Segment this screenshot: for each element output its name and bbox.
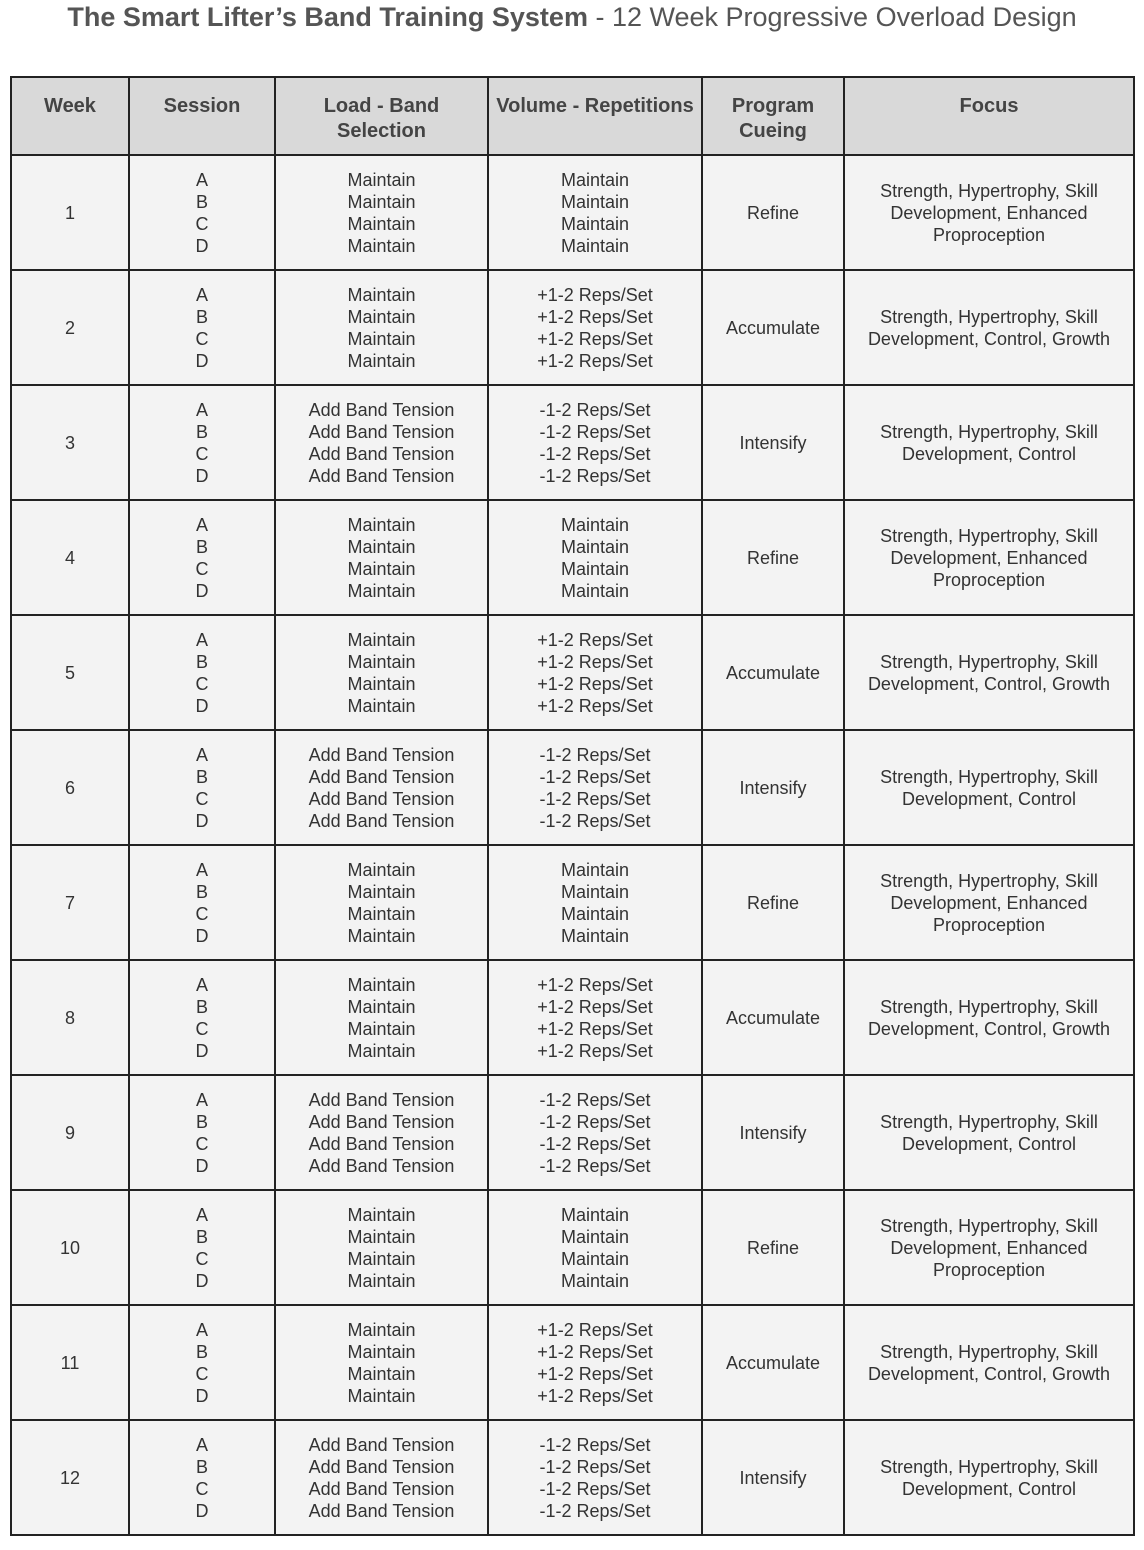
- focus-cell: Strength, Hypertrophy, Skill Development, Enhanced Proproception: [844, 1190, 1134, 1305]
- cueing-cell: Intensify: [702, 730, 844, 845]
- volume-cell-line: Maintain: [560, 1226, 630, 1247]
- volume-cell: [488, 615, 702, 730]
- load-cell: [275, 270, 488, 385]
- table-row: [11, 155, 1134, 270]
- week-cell: 12: [11, 1420, 129, 1535]
- volume-cell-line: Maintain: [560, 191, 630, 212]
- table-header-row: [11, 77, 1134, 155]
- volume-cell-line: +1-2 Reps/Set: [537, 328, 653, 349]
- volume-cell: [488, 1420, 702, 1535]
- load-cell-line: Add Band Tension: [308, 810, 455, 831]
- volume-cell: [488, 1075, 702, 1190]
- load-cell-line: Add Band Tension: [308, 788, 455, 809]
- load-cell: [275, 1305, 488, 1420]
- load-cell-line: Maintain: [347, 1040, 416, 1061]
- session-cell-line: C: [195, 328, 209, 349]
- volume-cell-line: +1-2 Reps/Set: [537, 651, 653, 672]
- session-cell-line: D: [195, 235, 209, 256]
- focus-cell: Strength, Hypertrophy, Skill Development, Control, Growth: [844, 1305, 1134, 1420]
- session-cell: [129, 1190, 275, 1305]
- focus-cell: Strength, Hypertrophy, Skill Development, Control, Growth: [844, 615, 1134, 730]
- load-cell: [275, 960, 488, 1075]
- load-cell-line: Add Band Tension: [308, 421, 455, 442]
- load-cell-line: Add Band Tension: [308, 465, 455, 486]
- session-cell-line: C: [195, 1018, 209, 1039]
- focus-cell: Strength, Hypertrophy, Skill Development, Control: [844, 730, 1134, 845]
- volume-cell: [488, 385, 702, 500]
- session-cell: [129, 730, 275, 845]
- session-cell-line: A: [195, 1434, 208, 1455]
- session-cell-line: B: [195, 191, 208, 212]
- volume-cell-line: +1-2 Reps/Set: [537, 284, 653, 305]
- focus-cell: Strength, Hypertrophy, Skill Development, Control: [844, 385, 1134, 500]
- volume-cell-line: -1-2 Reps/Set: [539, 1133, 651, 1154]
- load-cell-line: Add Band Tension: [308, 1133, 455, 1154]
- load-cell-line: Maintain: [347, 514, 416, 535]
- session-cell-line: B: [195, 651, 208, 672]
- volume-cell-line: +1-2 Reps/Set: [537, 996, 653, 1017]
- session-cell: [129, 845, 275, 960]
- load-cell-line: Maintain: [347, 328, 416, 349]
- cueing-cell: Intensify: [702, 385, 844, 500]
- session-cell-line: C: [195, 1363, 209, 1384]
- volume-cell: [488, 845, 702, 960]
- volume-cell-line: -1-2 Reps/Set: [539, 421, 651, 442]
- volume-cell-line: Maintain: [560, 514, 630, 535]
- focus-cell: Strength, Hypertrophy, Skill Development, Control, Growth: [844, 960, 1134, 1075]
- volume-cell-line: -1-2 Reps/Set: [539, 1111, 651, 1132]
- cueing-cell: Refine: [702, 155, 844, 270]
- session-cell-line: A: [195, 1089, 208, 1110]
- title-subtitle: - 12 Week Progressive Overload Design: [587, 2, 1077, 32]
- focus-cell: Strength, Hypertrophy, Skill Development, Enhanced Proproception: [844, 845, 1134, 960]
- session-cell-line: B: [195, 996, 208, 1017]
- session-cell-line: C: [195, 558, 209, 579]
- volume-cell: [488, 730, 702, 845]
- session-cell-line: D: [195, 1500, 209, 1521]
- session-cell-line: D: [195, 810, 209, 831]
- volume-cell-line: +1-2 Reps/Set: [537, 1363, 653, 1384]
- load-cell-line: Maintain: [347, 881, 416, 902]
- load-cell-line: Add Band Tension: [308, 1478, 455, 1499]
- load-cell-line: Add Band Tension: [308, 1434, 455, 1455]
- volume-cell-line: Maintain: [560, 558, 630, 579]
- load-cell-line: Maintain: [347, 673, 416, 694]
- load-cell-line: Add Band Tension: [308, 399, 455, 420]
- session-cell-line: B: [195, 421, 208, 442]
- load-cell: [275, 385, 488, 500]
- cueing-cell: Accumulate: [702, 960, 844, 1075]
- cueing-cell: Refine: [702, 500, 844, 615]
- load-cell-line: Maintain: [347, 974, 416, 995]
- load-cell-line: Add Band Tension: [308, 744, 455, 765]
- volume-cell-line: -1-2 Reps/Set: [539, 1089, 651, 1110]
- table-row: [11, 1075, 1134, 1190]
- focus-cell: Strength, Hypertrophy, Skill Development, Control: [844, 1075, 1134, 1190]
- load-cell-line: Add Band Tension: [308, 1155, 455, 1176]
- cueing-cell: Accumulate: [702, 270, 844, 385]
- load-cell-line: Maintain: [347, 629, 416, 650]
- focus-cell: Strength, Hypertrophy, Skill Development, Enhanced Proproception: [844, 500, 1134, 615]
- focus-cell: Strength, Hypertrophy, Skill Development, Control, Growth: [844, 270, 1134, 385]
- load-cell-line: Maintain: [347, 1341, 416, 1362]
- session-cell-line: D: [195, 1155, 209, 1176]
- session-cell-line: C: [195, 673, 209, 694]
- volume-cell-line: +1-2 Reps/Set: [537, 1385, 653, 1406]
- session-cell: [129, 1305, 275, 1420]
- load-cell-line: Maintain: [347, 925, 416, 946]
- session-cell-line: D: [195, 465, 209, 486]
- volume-cell-line: -1-2 Reps/Set: [539, 1478, 651, 1499]
- load-cell-line: Maintain: [347, 1385, 416, 1406]
- table-row: [11, 500, 1134, 615]
- training-plan-table: [10, 76, 1135, 1536]
- header-focus: Focus: [844, 77, 1134, 155]
- week-cell: 2: [11, 270, 129, 385]
- load-cell: [275, 730, 488, 845]
- load-cell: [275, 845, 488, 960]
- volume-cell-line: -1-2 Reps/Set: [539, 744, 651, 765]
- load-cell-line: Maintain: [347, 169, 416, 190]
- load-cell-line: Maintain: [347, 1363, 416, 1384]
- load-cell-line: Maintain: [347, 1226, 416, 1247]
- session-cell-line: D: [195, 1270, 209, 1291]
- table-row: [11, 615, 1134, 730]
- session-cell-line: C: [195, 1478, 209, 1499]
- session-cell-line: D: [195, 695, 209, 716]
- session-cell-line: A: [195, 1319, 208, 1340]
- session-cell-line: A: [195, 629, 208, 650]
- session-cell-line: D: [195, 580, 209, 601]
- table-row: [11, 960, 1134, 1075]
- table-row: [11, 730, 1134, 845]
- load-cell-line: Maintain: [347, 1319, 416, 1340]
- session-cell-line: A: [195, 399, 208, 420]
- volume-cell: [488, 155, 702, 270]
- table-body: [11, 155, 1134, 1535]
- load-cell-line: Add Band Tension: [308, 766, 455, 787]
- session-cell-line: D: [195, 1040, 209, 1061]
- session-cell-line: B: [195, 306, 208, 327]
- volume-cell-line: -1-2 Reps/Set: [539, 1434, 651, 1455]
- session-cell: [129, 1075, 275, 1190]
- load-cell: [275, 500, 488, 615]
- load-cell-line: Maintain: [347, 1270, 416, 1291]
- volume-cell-line: Maintain: [560, 235, 630, 256]
- volume-cell-line: -1-2 Reps/Set: [539, 443, 651, 464]
- load-cell-line: Maintain: [347, 651, 416, 672]
- session-cell-line: C: [195, 213, 209, 234]
- session-cell-line: B: [195, 1226, 208, 1247]
- session-cell-line: A: [195, 514, 208, 535]
- session-cell-line: C: [195, 903, 209, 924]
- session-cell-line: D: [195, 350, 209, 371]
- load-cell: [275, 155, 488, 270]
- session-cell-line: B: [195, 1111, 208, 1132]
- session-cell-line: A: [195, 974, 208, 995]
- load-cell-line: Add Band Tension: [308, 1111, 455, 1132]
- load-cell: [275, 1420, 488, 1535]
- session-cell-line: D: [195, 1385, 209, 1406]
- volume-cell-line: Maintain: [560, 925, 630, 946]
- load-cell: [275, 1075, 488, 1190]
- cueing-cell: Accumulate: [702, 615, 844, 730]
- focus-cell: Strength, Hypertrophy, Skill Development, Control: [844, 1420, 1134, 1535]
- table-row: [11, 1305, 1134, 1420]
- session-cell: [129, 155, 275, 270]
- session-cell-line: C: [195, 788, 209, 809]
- week-cell: 11: [11, 1305, 129, 1420]
- volume-cell-line: -1-2 Reps/Set: [539, 766, 651, 787]
- cueing-cell: Refine: [702, 1190, 844, 1305]
- volume-cell-line: +1-2 Reps/Set: [537, 974, 653, 995]
- load-cell-line: Maintain: [347, 306, 416, 327]
- load-cell-line: Maintain: [347, 536, 416, 557]
- week-cell: 7: [11, 845, 129, 960]
- volume-cell-line: Maintain: [560, 859, 630, 880]
- volume-cell-line: +1-2 Reps/Set: [537, 350, 653, 371]
- volume-cell-line: -1-2 Reps/Set: [539, 788, 651, 809]
- volume-cell-line: Maintain: [560, 169, 630, 190]
- volume-cell-line: +1-2 Reps/Set: [537, 306, 653, 327]
- session-cell-line: B: [195, 1341, 208, 1362]
- session-cell: [129, 1420, 275, 1535]
- load-cell-line: Maintain: [347, 695, 416, 716]
- cueing-cell: Intensify: [702, 1420, 844, 1535]
- volume-cell-line: Maintain: [560, 1248, 630, 1269]
- session-cell-line: C: [195, 1133, 209, 1154]
- load-cell-line: Add Band Tension: [308, 443, 455, 464]
- session-cell-line: C: [195, 1248, 209, 1269]
- load-cell-line: Maintain: [347, 580, 416, 601]
- session-cell-line: B: [195, 536, 208, 557]
- week-cell: 3: [11, 385, 129, 500]
- cueing-cell: Refine: [702, 845, 844, 960]
- session-cell: [129, 385, 275, 500]
- header-volume: Volume - Repetitions: [488, 77, 702, 155]
- volume-cell-line: -1-2 Reps/Set: [539, 1155, 651, 1176]
- week-cell: 10: [11, 1190, 129, 1305]
- focus-cell: Strength, Hypertrophy, Skill Development, Enhanced Proproception: [844, 155, 1134, 270]
- header-session: Session: [129, 77, 275, 155]
- header-week: Week: [11, 77, 129, 155]
- week-cell: 6: [11, 730, 129, 845]
- load-cell-line: Maintain: [347, 213, 416, 234]
- week-cell: 1: [11, 155, 129, 270]
- week-cell: 8: [11, 960, 129, 1075]
- load-cell-line: Add Band Tension: [308, 1089, 455, 1110]
- load-cell-line: Maintain: [347, 191, 416, 212]
- session-cell-line: A: [195, 284, 208, 305]
- week-cell: 5: [11, 615, 129, 730]
- volume-cell-line: Maintain: [560, 213, 630, 234]
- volume-cell-line: Maintain: [560, 536, 630, 557]
- load-cell: [275, 615, 488, 730]
- table-row: [11, 385, 1134, 500]
- session-cell-line: A: [195, 744, 208, 765]
- session-cell-line: B: [195, 766, 208, 787]
- session-cell-line: A: [195, 1204, 208, 1225]
- session-cell-line: B: [195, 881, 208, 902]
- volume-cell: [488, 1190, 702, 1305]
- volume-cell: [488, 1305, 702, 1420]
- volume-cell: [488, 500, 702, 615]
- session-cell-line: C: [195, 443, 209, 464]
- header-load: Load - Band Selection: [275, 77, 488, 155]
- load-cell-line: Maintain: [347, 903, 416, 924]
- session-cell-line: A: [195, 859, 208, 880]
- load-cell-line: Add Band Tension: [308, 1456, 455, 1477]
- load-cell-line: Maintain: [347, 996, 416, 1017]
- session-cell: [129, 500, 275, 615]
- load-cell-line: Maintain: [347, 558, 416, 579]
- cueing-cell: Accumulate: [702, 1305, 844, 1420]
- volume-cell-line: -1-2 Reps/Set: [539, 465, 651, 486]
- session-cell-line: D: [195, 925, 209, 946]
- cueing-cell: Intensify: [702, 1075, 844, 1190]
- table-row: [11, 1190, 1134, 1305]
- header-cueing: Program Cueing: [702, 77, 844, 155]
- load-cell-line: Maintain: [347, 1248, 416, 1269]
- load-cell-line: Add Band Tension: [308, 1500, 455, 1521]
- week-cell: 4: [11, 500, 129, 615]
- load-cell-line: Maintain: [347, 859, 416, 880]
- volume-cell-line: +1-2 Reps/Set: [537, 1040, 653, 1061]
- volume-cell-line: -1-2 Reps/Set: [539, 399, 651, 420]
- table-row: [11, 1420, 1134, 1535]
- volume-cell-line: -1-2 Reps/Set: [539, 1500, 651, 1521]
- session-cell: [129, 960, 275, 1075]
- load-cell: [275, 1190, 488, 1305]
- session-cell: [129, 615, 275, 730]
- load-cell-line: Maintain: [347, 235, 416, 256]
- load-cell-line: Maintain: [347, 350, 416, 371]
- volume-cell-line: +1-2 Reps/Set: [537, 1319, 653, 1340]
- load-cell-line: Maintain: [347, 1018, 416, 1039]
- volume-cell-line: +1-2 Reps/Set: [537, 673, 653, 694]
- volume-cell: [488, 270, 702, 385]
- volume-cell-line: Maintain: [560, 580, 630, 601]
- week-cell: 9: [11, 1075, 129, 1190]
- page-title: [0, 0, 1144, 34]
- volume-cell-line: +1-2 Reps/Set: [537, 1018, 653, 1039]
- volume-cell-line: Maintain: [560, 1204, 630, 1225]
- volume-cell: [488, 960, 702, 1075]
- volume-cell-line: Maintain: [560, 903, 630, 924]
- volume-cell-line: -1-2 Reps/Set: [539, 810, 651, 831]
- session-cell-line: A: [195, 169, 208, 190]
- load-cell-line: Maintain: [347, 284, 416, 305]
- title-main: The Smart Lifter’s Band Training System: [67, 2, 588, 32]
- load-cell-line: Maintain: [347, 1204, 416, 1225]
- volume-cell-line: +1-2 Reps/Set: [537, 1341, 653, 1362]
- volume-cell-line: +1-2 Reps/Set: [537, 629, 653, 650]
- session-cell-line: B: [195, 1456, 208, 1477]
- volume-cell-line: -1-2 Reps/Set: [539, 1456, 651, 1477]
- volume-cell-line: Maintain: [560, 1270, 630, 1291]
- table-row: [11, 270, 1134, 385]
- session-cell: [129, 270, 275, 385]
- table-row: [11, 845, 1134, 960]
- volume-cell-line: +1-2 Reps/Set: [537, 695, 653, 716]
- volume-cell-line: Maintain: [560, 881, 630, 902]
